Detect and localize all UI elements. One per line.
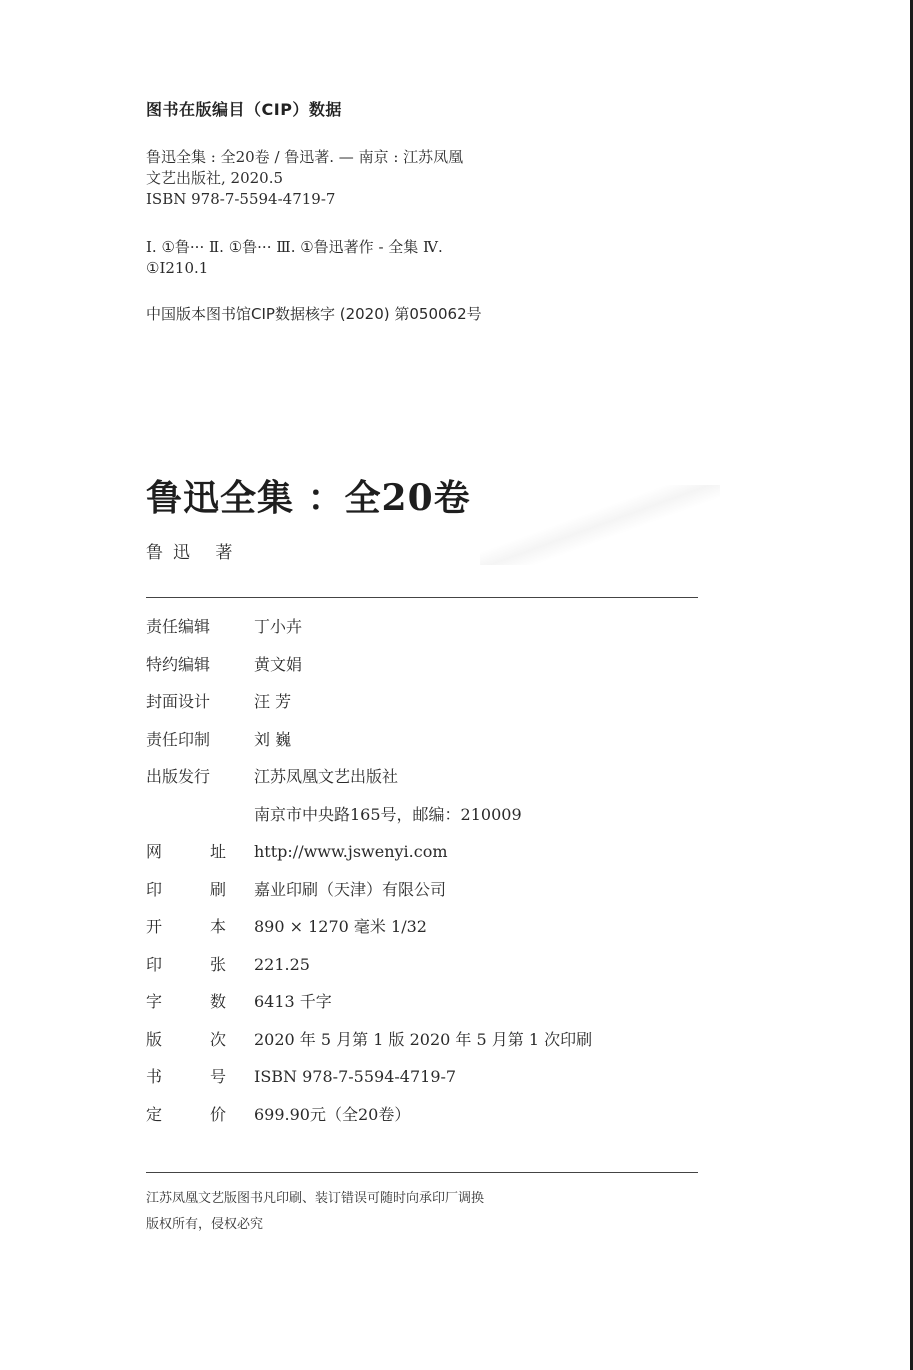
- footer-copyright: 版权所有，侵权必究: [146, 1217, 264, 1232]
- info-value: 嘉业印刷（天津）有限公司: [254, 879, 447, 899]
- info-label-char: 价: [209, 1104, 226, 1124]
- info-value: 黄文娟: [254, 654, 303, 674]
- info-row: [146, 727, 706, 765]
- cip-entry-line: 文艺出版社, 2020.5: [146, 169, 284, 187]
- info-label-char: 版: [146, 1029, 163, 1049]
- info-label: [146, 877, 226, 903]
- info-label: [146, 952, 226, 978]
- info-value: 江苏凤凰文艺出版社: [254, 767, 399, 786]
- info-row: [146, 989, 706, 1027]
- info-value: 南京市中央路165号，邮编：210009: [254, 804, 522, 824]
- info-value: ISBN 978-7-5594-4719-7: [254, 1067, 457, 1086]
- info-row: [146, 802, 706, 840]
- info-label-char: 网: [146, 842, 163, 861]
- info-label: [146, 914, 226, 940]
- info-value: 2020 年 5 月第 1 版 2020 年 5 月第 1 次印刷: [254, 1029, 593, 1049]
- scan-smudge: [480, 485, 720, 565]
- info-label: [146, 839, 226, 865]
- info-label-char: 印: [146, 954, 163, 974]
- cip-entry-line: 鲁迅全集 : 全20卷 / 鲁迅著. — 南京 : 江苏凤凰: [146, 148, 464, 166]
- info-row: [146, 877, 706, 915]
- info-label-char: 书: [146, 1067, 163, 1086]
- divider-top: [146, 597, 698, 598]
- info-row: [146, 914, 706, 952]
- info-value: http://www.jswenyi.com: [254, 842, 448, 861]
- info-row: [146, 652, 706, 690]
- info-label-char: 印: [146, 879, 163, 899]
- info-label: [146, 1102, 226, 1128]
- cip-record-number: 中国版本图书馆CIP数据核字 (2020) 第050062号: [146, 305, 482, 323]
- info-label-char: 定: [146, 1104, 163, 1124]
- info-row: [146, 952, 706, 990]
- info-row: [146, 839, 706, 877]
- cip-classification-line: ①I210.1: [146, 259, 209, 277]
- info-value: 6413 千字: [254, 992, 332, 1011]
- info-label: [146, 1064, 226, 1090]
- info-label: 责任编辑: [146, 617, 211, 636]
- info-label-char: 本: [209, 917, 226, 936]
- info-value: 890 × 1270 毫米 1/32: [254, 917, 427, 936]
- divider-bottom: [146, 1172, 698, 1173]
- info-label-char: 次: [209, 1029, 226, 1049]
- cip-entry: [146, 147, 463, 210]
- info-label-char: 址: [209, 842, 226, 861]
- cip-heading: 图书在版编目（CIP）数据: [146, 100, 342, 119]
- book-title: 鲁迅全集 ：全20卷: [146, 477, 471, 519]
- info-label: 特约编辑: [146, 654, 211, 674]
- info-row: [146, 1027, 706, 1065]
- footer-notice: [146, 1186, 484, 1238]
- info-value: 699.90元（全20卷）: [254, 1104, 411, 1124]
- info-label-char: 开: [146, 917, 163, 936]
- info-label: 责任印制: [146, 729, 211, 749]
- info-value: 汪 芳: [254, 692, 292, 711]
- info-row: [146, 764, 706, 802]
- info-label: 封面设计: [146, 692, 211, 711]
- info-value: 刘 巍: [254, 729, 292, 749]
- info-label-char: 张: [209, 954, 226, 974]
- info-label: [146, 989, 226, 1015]
- info-label-char: 字: [146, 992, 163, 1011]
- info-row: [146, 1102, 706, 1140]
- info-label: [146, 1027, 226, 1053]
- info-row: [146, 689, 706, 727]
- info-row: [146, 1064, 706, 1102]
- info-value: 221.25: [254, 954, 310, 974]
- info-value: 丁小卉: [254, 617, 303, 636]
- info-label-char: 刷: [209, 879, 226, 899]
- cip-classification-line: Ⅰ. ①鲁··· Ⅱ. ①鲁··· Ⅲ. ①鲁迅著作 - 全集 Ⅳ.: [146, 238, 443, 256]
- cip-classification: [146, 237, 443, 279]
- info-label-char: 数: [209, 992, 226, 1011]
- info-label: 出版发行: [146, 767, 211, 786]
- cip-entry-line: ISBN 978-7-5594-4719-7: [146, 190, 336, 208]
- info-row: [146, 614, 706, 652]
- publication-info: [146, 614, 706, 1139]
- info-label-char: 号: [209, 1067, 226, 1086]
- book-author: 鲁迅 著: [146, 543, 243, 563]
- footer-replacement-notice: 江苏凤凰文艺版图书凡印刷、装订错误可随时向承印厂调换: [146, 1191, 485, 1206]
